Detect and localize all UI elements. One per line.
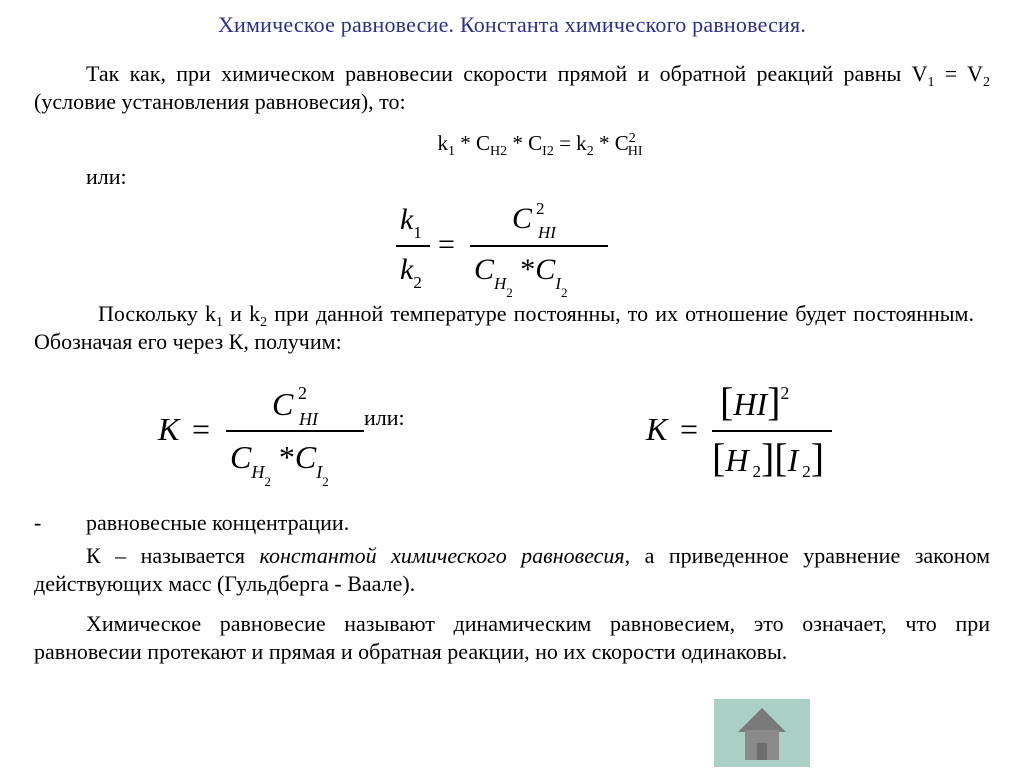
- f3-denominator: [712, 435, 825, 481]
- f3-den-i-sub: 2: [802, 462, 811, 481]
- rate-c-hi: * C: [593, 131, 629, 155]
- paragraph-4: [34, 542, 990, 598]
- para1-sub-1: 1: [927, 75, 935, 90]
- f3-k: K: [646, 411, 668, 447]
- f2-den-c1: C: [230, 439, 252, 475]
- home-icon-door: [757, 743, 767, 760]
- f1-num-c: C: [512, 202, 533, 235]
- rate-k1-sub: 1: [448, 144, 456, 159]
- f2-numerator: [272, 383, 318, 429]
- f2-den-star: *: [278, 439, 295, 475]
- f1-denominator: [474, 253, 568, 300]
- f1-den-h-sub: 2: [506, 285, 513, 300]
- f1-den-c2: C: [535, 253, 556, 286]
- paragraph-3: [34, 509, 41, 537]
- rate-equation: [0, 131, 1024, 159]
- para4-text-b: , а приведенное уравнение законом действующих масс (Гульдберга - Ваале).: [34, 543, 991, 596]
- f2-den-h: H: [251, 462, 265, 482]
- f3-num-sup: 2: [780, 383, 790, 403]
- f2-or-label: или:: [364, 405, 405, 430]
- para1-sub-2: 2: [983, 75, 990, 90]
- f3-den-bracket-3: ]: [810, 435, 825, 480]
- para3-dash: -: [34, 510, 42, 535]
- f1-right-bar: [470, 245, 608, 247]
- f3-bracket-open: [: [720, 379, 734, 424]
- f1-den-c1: C: [474, 253, 495, 286]
- f1-k-top-sub: 1: [413, 223, 422, 242]
- page-title: Химическое равновесие. Константа химического равновесия.: [217, 12, 807, 37]
- f2-num-c: C: [272, 386, 294, 422]
- f3-numerator: [720, 379, 790, 424]
- f3-den-bracket-1: [: [712, 435, 726, 480]
- para2-sub-1: 1: [216, 315, 224, 330]
- para4-italic: константой химического равновесия: [259, 543, 625, 568]
- f1-den-i: I: [555, 274, 561, 293]
- f3-den-h-sub: 2: [752, 462, 761, 481]
- f1-left-bar: [396, 245, 430, 247]
- f2-den-i-sub: 2: [322, 474, 329, 489]
- f3-den-bracket-2: ][: [760, 435, 788, 480]
- f2-den-h-sub: 2: [264, 474, 271, 489]
- home-icon-roof: [738, 708, 786, 732]
- f1-k-bottom: [400, 253, 422, 292]
- f1-den-i-sub: 2: [560, 285, 568, 300]
- f2-num-sup: 2: [298, 383, 307, 403]
- rate-k1: k: [437, 131, 449, 155]
- f1-num-sub: HI: [538, 223, 556, 242]
- f2-den-i: I: [316, 462, 323, 482]
- formula-2: [156, 380, 446, 489]
- f2-denominator: [230, 439, 329, 489]
- f1-k-top-letter: k: [400, 203, 414, 236]
- rate-c-h2: * C: [455, 131, 491, 155]
- para2-text-c: при данной температуре постоянны, то их отношение будет постоянным. Обозначая его через К, получим:: [34, 301, 974, 354]
- f2-equals: =: [192, 411, 211, 447]
- rate-k2: = k: [553, 131, 587, 155]
- f2-den-c2: C: [294, 439, 317, 475]
- para2-text-b: и k: [223, 301, 261, 326]
- para1-text-b: = V: [934, 61, 983, 86]
- f2-num-sub: HI: [299, 409, 318, 429]
- home-icon: [714, 699, 810, 767]
- or-label-1: или:: [86, 164, 127, 189]
- f3-num-hi: HI: [733, 386, 768, 422]
- f3-den-i: I: [787, 442, 799, 478]
- para4-text-a: К – называется: [86, 543, 260, 568]
- f1-equals: =: [438, 228, 455, 261]
- para2-sub-2: 2: [260, 315, 268, 330]
- f2-k: K: [158, 411, 180, 447]
- rate-c-h2-sub: H2: [490, 144, 508, 159]
- rate-k2-sub: 2: [586, 144, 594, 159]
- f3-den-h: H: [725, 442, 749, 478]
- rate-c-i2-sub: I2: [542, 144, 554, 159]
- f1-k-bottom-sub: 2: [413, 273, 422, 292]
- formula-1: [390, 198, 620, 303]
- rate-c-hi-sup: 2: [628, 131, 636, 146]
- paragraph-1: [34, 60, 990, 116]
- rate-c-hi-sub: HI: [627, 144, 643, 159]
- f1-k-top: [400, 203, 422, 242]
- f1-den-h: H: [494, 274, 507, 293]
- para2-text-a: Поскольку k: [98, 301, 217, 326]
- f1-numerator: [512, 199, 556, 242]
- para1-text-a: Так как, при химическом равновесии скорости прямой и обратной реакций равны V: [86, 61, 928, 86]
- para1-text-c: (условие установления равновесия), то:: [34, 89, 406, 114]
- f2-bar: [226, 430, 364, 432]
- f1-den-star: *: [520, 253, 536, 286]
- f3-bar: [712, 430, 832, 432]
- rate-c-i2: * C: [507, 131, 543, 155]
- f1-k-bottom-letter: k: [400, 253, 414, 286]
- formula-3: [646, 376, 846, 486]
- f1-num-sup: 2: [536, 199, 545, 218]
- paragraph-5: Химическое равновесие называют динамическим равновесием, это означает, что при равновесии протекают и прямая и обратная реакции, но их скорости одинаковы.: [34, 611, 990, 664]
- paragraph-3-text: равновесные концентрации.: [86, 510, 350, 535]
- paragraph-2: [34, 300, 974, 356]
- f3-bracket-close: ]: [767, 379, 781, 424]
- f3-equals: =: [680, 411, 699, 447]
- home-button[interactable]: [714, 699, 810, 767]
